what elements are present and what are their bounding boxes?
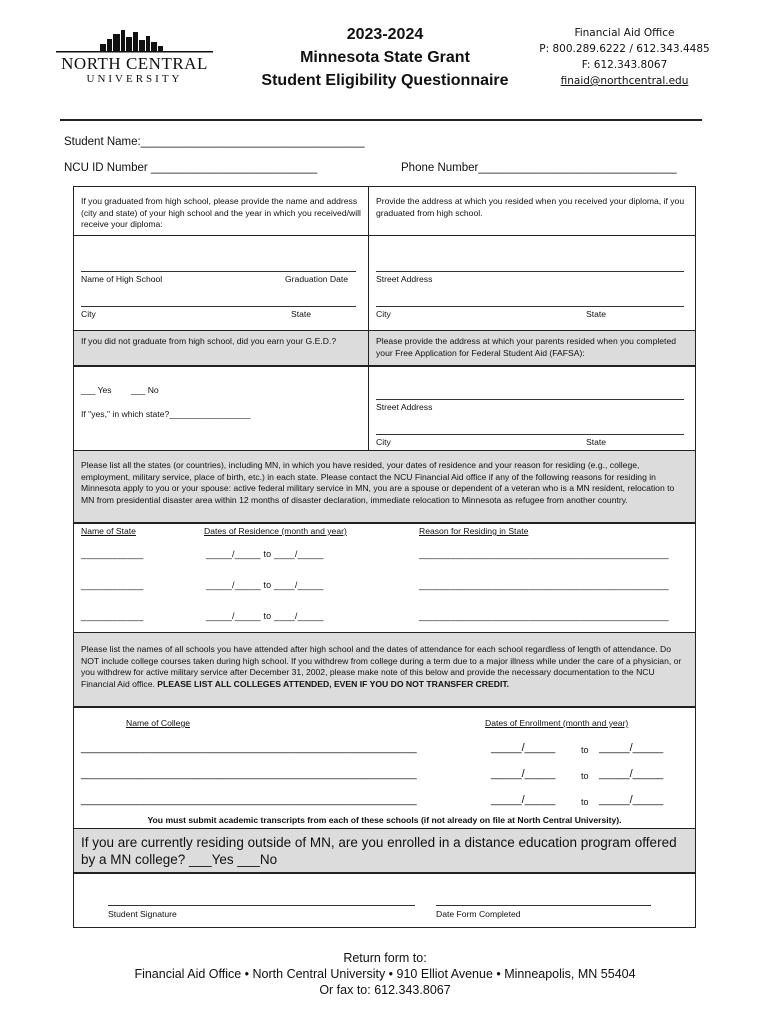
parents-city-line[interactable] [376, 434, 684, 435]
residence-row-1-reason[interactable]: ________________________________________________ [419, 549, 669, 559]
college-row-3-name[interactable]: ______________________________________________________ [81, 794, 417, 806]
section4-prompt [81, 644, 688, 690]
col-dates-of-enrollment: Dates of Enrollment (month and year) [485, 718, 629, 728]
title-questionnaire: Student Eligibility Questionnaire [261, 72, 509, 89]
section4-prompt-bold: PLEASE LIST ALL COLLEGES ATTENDED, EVEN IF YOU DO NOT TRANSFER CREDIT. [157, 678, 510, 689]
title-year: 2023-2024 [346, 26, 424, 43]
college-row-3-end[interactable]: _____/_____ [599, 794, 664, 806]
parents-street-label: Street Address [376, 402, 433, 412]
college-row-2-end[interactable]: _____/_____ [599, 768, 664, 780]
section1-left-prompt: If you graduated from high school, please provide the name and address (city and state) of your high school and the year in which you received/will receive your diploma: [81, 196, 361, 229]
ncu-id-field[interactable]: NCU ID Number __________________________ [64, 162, 318, 174]
diploma-street-label: Street Address [376, 274, 433, 284]
diploma-city-line[interactable] [376, 306, 684, 307]
section1-divider [73, 235, 696, 236]
footer-address: Financial Aid Office • North Central University • 910 Elliot Avenue • Minneapolis, MN 55404 [134, 967, 636, 981]
phone-number-field[interactable]: Phone Number_______________________________ [401, 162, 677, 174]
college-row-2-start[interactable]: _____/_____ [491, 768, 556, 780]
ged-no-option[interactable]: ___ No [131, 385, 159, 395]
skyline-icon [52, 28, 217, 54]
college-row-2-name[interactable]: ______________________________________________________ [81, 768, 417, 780]
residence-row-3-dates[interactable]: _____/_____ to ____/_____ [206, 611, 324, 621]
ged-state-field[interactable]: If "yes," in which state?_________________ [81, 409, 251, 419]
section2-left-body [73, 365, 369, 451]
header-divider [60, 119, 702, 121]
parents-city-label: City [376, 437, 391, 447]
contact-block [532, 25, 717, 89]
diploma-city-label: City [376, 309, 391, 319]
college-row-1-to: to [581, 745, 589, 755]
office-phone: P: 800.289.6222 / 612.343.4485 [539, 43, 710, 55]
office-email-link[interactable]: finaid@northcentral.edu [560, 75, 689, 87]
logo-name: NORTH CENTRAL [61, 54, 208, 73]
section3-prompt: Please list all the states (or countries), including MN, in which you have resided, your dates of residence and your reason for residing (e.g., college, employment, military service, place of birth, etc.) in each state. Please contact the NCU Financial Aid office if any of the following reasons for residing in Minnesota apply to you or your spouse: active federal military service in MN, you are a spouse or dependent of a veteran who is a MN resident, relocation to MN from presidential disaster area within 12 months of disaster declaration, immediate relocation to Minnesota as refugee from another country. [81, 460, 675, 505]
section1-right-prompt: Provide the address at which you resided when you received your diploma, if you graduated from high school. [376, 196, 685, 218]
footer-fax: Or fax to: 612.343.8067 [319, 983, 451, 997]
residence-row-3-reason[interactable]: ________________________________________________ [419, 611, 669, 621]
office-name: Financial Aid Office [574, 27, 675, 39]
col-name-of-college: Name of College [126, 718, 191, 728]
college-row-2-to: to [581, 771, 589, 781]
parents-street-line[interactable] [376, 399, 684, 400]
transcripts-note: You must submit academic transcripts from each of these schools (if not already on file at North Central University). [147, 815, 622, 825]
hs-grad-date-label: Graduation Date [285, 274, 349, 284]
college-row-1-end[interactable]: _____/_____ [599, 742, 664, 754]
footer [60, 950, 710, 998]
parents-state-label: State [586, 437, 607, 447]
hs-name-line[interactable] [81, 271, 356, 272]
residence-row-2-reason[interactable]: ________________________________________________ [419, 580, 669, 590]
college-row-1-name[interactable]: ______________________________________________________ [81, 742, 417, 754]
hs-state-label: State [291, 309, 312, 319]
ged-yes-option[interactable]: ___ Yes [81, 385, 112, 395]
hs-city-label: City [81, 309, 96, 319]
logo-subtitle: UNIVERSITY [86, 73, 183, 85]
college-row-3-start[interactable]: _____/_____ [491, 794, 556, 806]
residence-row-2-dates[interactable]: _____/_____ to ____/_____ [206, 580, 324, 590]
date-label: Date Form Completed [436, 909, 521, 919]
title-grant: Minnesota State Grant [300, 49, 470, 66]
residence-row-2-state[interactable]: ____________ [81, 580, 144, 590]
student-name-field[interactable]: Student Name:___________________________________ [64, 136, 365, 148]
residence-row-1-state[interactable]: ____________ [81, 549, 144, 559]
section2-left-prompt: If you did not graduate from high school, did you earn your G.E.D.? [81, 336, 337, 346]
distance-education-question: If you are currently residing outside of MN, are you enrolled in a distance education program offered by a MN college? ___Yes ___No [81, 835, 677, 867]
hs-city-line[interactable] [81, 306, 356, 307]
signature-line[interactable] [108, 905, 415, 906]
residence-row-1-dates[interactable]: _____/_____ to ____/_____ [206, 549, 324, 559]
office-fax: F: 612.343.8067 [581, 59, 668, 71]
college-row-3-to: to [581, 797, 589, 807]
hs-name-label: Name of High School [81, 274, 163, 284]
footer-return-label: Return form to: [343, 951, 427, 965]
residence-row-3-state[interactable]: ____________ [81, 611, 144, 621]
signature-label: Student Signature [108, 909, 177, 919]
diploma-state-label: State [586, 309, 607, 319]
col-dates-of-residence: Dates of Residence (month and year) [204, 526, 347, 536]
col-reason: Reason for Residing in State [419, 526, 529, 536]
form-title [230, 23, 540, 92]
section2-right-prompt: Please provide the address at which your parents resided when you completed your Free Application for Federal Student Aid (FAFSA): [376, 336, 677, 358]
col-name-of-state: Name of State [81, 526, 136, 536]
section4-prompt-text: Please list the names of all schools you have attended after high school and the dates of attendance for each school regardless of length of attendance. Do NOT include college courses taken during high school. If you withdrew from college during a term due to a major illness while under the care of a physician, or you withdrew for active military service after December 31, 2002, please make note of this below and provide the necessary documentation to the NCU Financial Aid office. [81, 644, 682, 689]
diploma-street-line[interactable] [376, 271, 684, 272]
date-line[interactable] [436, 905, 651, 906]
university-logo [52, 28, 217, 88]
college-row-1-start[interactable]: _____/_____ [491, 742, 556, 754]
